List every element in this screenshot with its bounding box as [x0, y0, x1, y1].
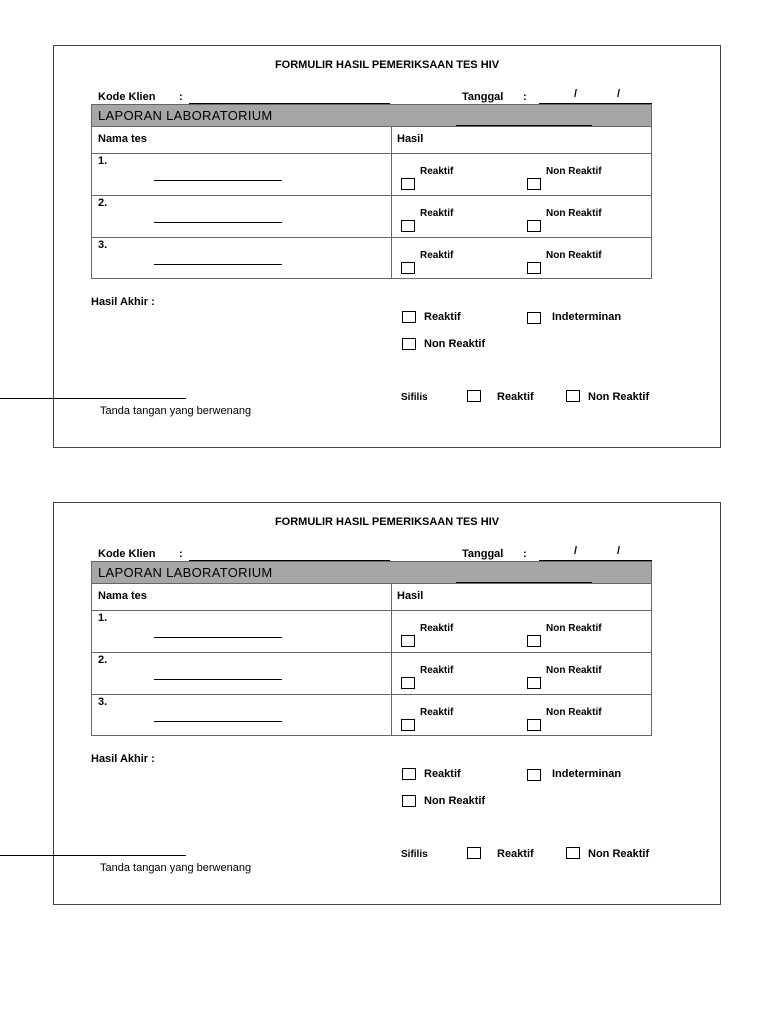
test-row-number: 2.	[98, 654, 108, 666]
syphilis-reaktif-checkbox[interactable]	[467, 847, 481, 859]
date-label: Tanggal	[462, 548, 504, 560]
date-separator: /	[617, 88, 621, 100]
result-non-reaktif-label: Non Reaktif	[546, 166, 602, 177]
col-header-test-name: Nama tes	[98, 590, 147, 602]
final-reaktif-checkbox[interactable]	[402, 311, 416, 323]
signature-label: Tanda tangan yang berwenang	[100, 862, 252, 874]
form-title: FORMULIR HASIL PEMERIKSAAN TES HIV	[274, 516, 500, 528]
final-indeterminan-label: Indeterminan	[552, 311, 622, 323]
row-divider	[92, 195, 651, 196]
final-non-reaktif-label: Non Reaktif	[424, 338, 486, 350]
date-separator: /	[617, 545, 621, 557]
client-code-colon: :	[179, 548, 183, 560]
client-code-colon: :	[179, 91, 183, 103]
result-non-reaktif-checkbox[interactable]	[527, 178, 541, 190]
form-title: FORMULIR HASIL PEMERIKSAAN TES HIV	[274, 59, 500, 71]
row-divider	[92, 153, 651, 154]
lab-report-table	[91, 104, 652, 279]
final-indeterminan-checkbox[interactable]	[527, 312, 541, 324]
test-row-number: 2.	[98, 197, 108, 209]
result-reaktif-label: Reaktif	[420, 166, 454, 177]
row-divider	[92, 652, 651, 653]
client-code-label: Kode Klien	[98, 548, 156, 560]
syphilis-reaktif-label: Reaktif	[497, 391, 534, 403]
row-divider	[92, 237, 651, 238]
syphilis-label: Sifilis	[401, 849, 428, 860]
client-code-label: Kode Klien	[98, 91, 156, 103]
test-name-input[interactable]	[154, 222, 282, 223]
test-name-input[interactable]	[154, 679, 282, 680]
date-separator: /	[574, 545, 578, 557]
final-reaktif-label: Reaktif	[424, 768, 461, 780]
test-name-input[interactable]	[154, 264, 282, 265]
lab-report-header	[92, 105, 651, 127]
final-non-reaktif-checkbox[interactable]	[402, 338, 416, 350]
final-non-reaktif-checkbox[interactable]	[402, 795, 416, 807]
signature-line	[0, 398, 186, 399]
test-name-input[interactable]	[154, 721, 282, 722]
test-row-number: 3.	[98, 239, 108, 251]
syphilis-non-reaktif-label: Non Reaktif	[588, 848, 650, 860]
final-indeterminan-checkbox[interactable]	[527, 769, 541, 781]
result-non-reaktif-label: Non Reaktif	[546, 665, 602, 676]
result-reaktif-checkbox[interactable]	[401, 262, 415, 274]
syphilis-non-reaktif-label: Non Reaktif	[588, 391, 650, 403]
signature-label: Tanda tangan yang berwenang	[100, 405, 252, 417]
col-header-test-name: Nama tes	[98, 133, 147, 145]
syphilis-reaktif-checkbox[interactable]	[467, 390, 481, 402]
date-label: Tanggal	[462, 91, 504, 103]
result-reaktif-checkbox[interactable]	[401, 220, 415, 232]
test-name-input[interactable]	[154, 637, 282, 638]
syphilis-reaktif-label: Reaktif	[497, 848, 534, 860]
col-divider	[391, 584, 392, 735]
final-reaktif-checkbox[interactable]	[402, 768, 416, 780]
test-row-number: 3.	[98, 696, 108, 708]
test-row-number: 1.	[98, 612, 108, 624]
hiv-test-form	[53, 45, 721, 448]
result-non-reaktif-label: Non Reaktif	[546, 208, 602, 219]
signature-line	[0, 855, 186, 856]
result-reaktif-label: Reaktif	[420, 623, 454, 634]
syphilis-non-reaktif-checkbox[interactable]	[566, 847, 580, 859]
col-header-result: Hasil	[397, 133, 424, 145]
result-reaktif-checkbox[interactable]	[401, 719, 415, 731]
result-non-reaktif-label: Non Reaktif	[546, 623, 602, 634]
col-header-result: Hasil	[397, 590, 424, 602]
test-row-number: 1.	[98, 155, 108, 167]
syphilis-non-reaktif-checkbox[interactable]	[566, 390, 580, 402]
result-non-reaktif-checkbox[interactable]	[527, 635, 541, 647]
final-reaktif-label: Reaktif	[424, 311, 461, 323]
result-reaktif-label: Reaktif	[420, 707, 454, 718]
result-reaktif-label: Reaktif	[420, 665, 454, 676]
final-indeterminan-label: Indeterminan	[552, 768, 622, 780]
final-result-label: Hasil Akhir :	[91, 296, 155, 308]
lab-report-title: LAPORAN LABORATORIUM	[98, 565, 273, 580]
final-result-label: Hasil Akhir :	[91, 753, 155, 765]
result-non-reaktif-checkbox[interactable]	[527, 677, 541, 689]
test-name-input[interactable]	[154, 180, 282, 181]
result-reaktif-checkbox[interactable]	[401, 178, 415, 190]
result-non-reaktif-label: Non Reaktif	[546, 707, 602, 718]
date-separator: /	[574, 88, 578, 100]
result-non-reaktif-checkbox[interactable]	[527, 220, 541, 232]
result-reaktif-label: Reaktif	[420, 208, 454, 219]
result-reaktif-label: Reaktif	[420, 250, 454, 261]
result-non-reaktif-checkbox[interactable]	[527, 719, 541, 731]
hiv-test-form	[53, 502, 721, 905]
lab-report-table	[91, 561, 652, 736]
date-colon: :	[523, 548, 527, 560]
result-non-reaktif-label: Non Reaktif	[546, 250, 602, 261]
syphilis-label: Sifilis	[401, 392, 428, 403]
decorative-underline	[456, 582, 592, 583]
lab-report-title: LAPORAN LABORATORIUM	[98, 108, 273, 123]
final-non-reaktif-label: Non Reaktif	[424, 795, 486, 807]
result-reaktif-checkbox[interactable]	[401, 677, 415, 689]
row-divider	[92, 694, 651, 695]
result-reaktif-checkbox[interactable]	[401, 635, 415, 647]
row-divider	[92, 610, 651, 611]
date-colon: :	[523, 91, 527, 103]
result-non-reaktif-checkbox[interactable]	[527, 262, 541, 274]
col-divider	[391, 127, 392, 278]
decorative-underline	[456, 125, 592, 126]
lab-report-header	[92, 562, 651, 584]
